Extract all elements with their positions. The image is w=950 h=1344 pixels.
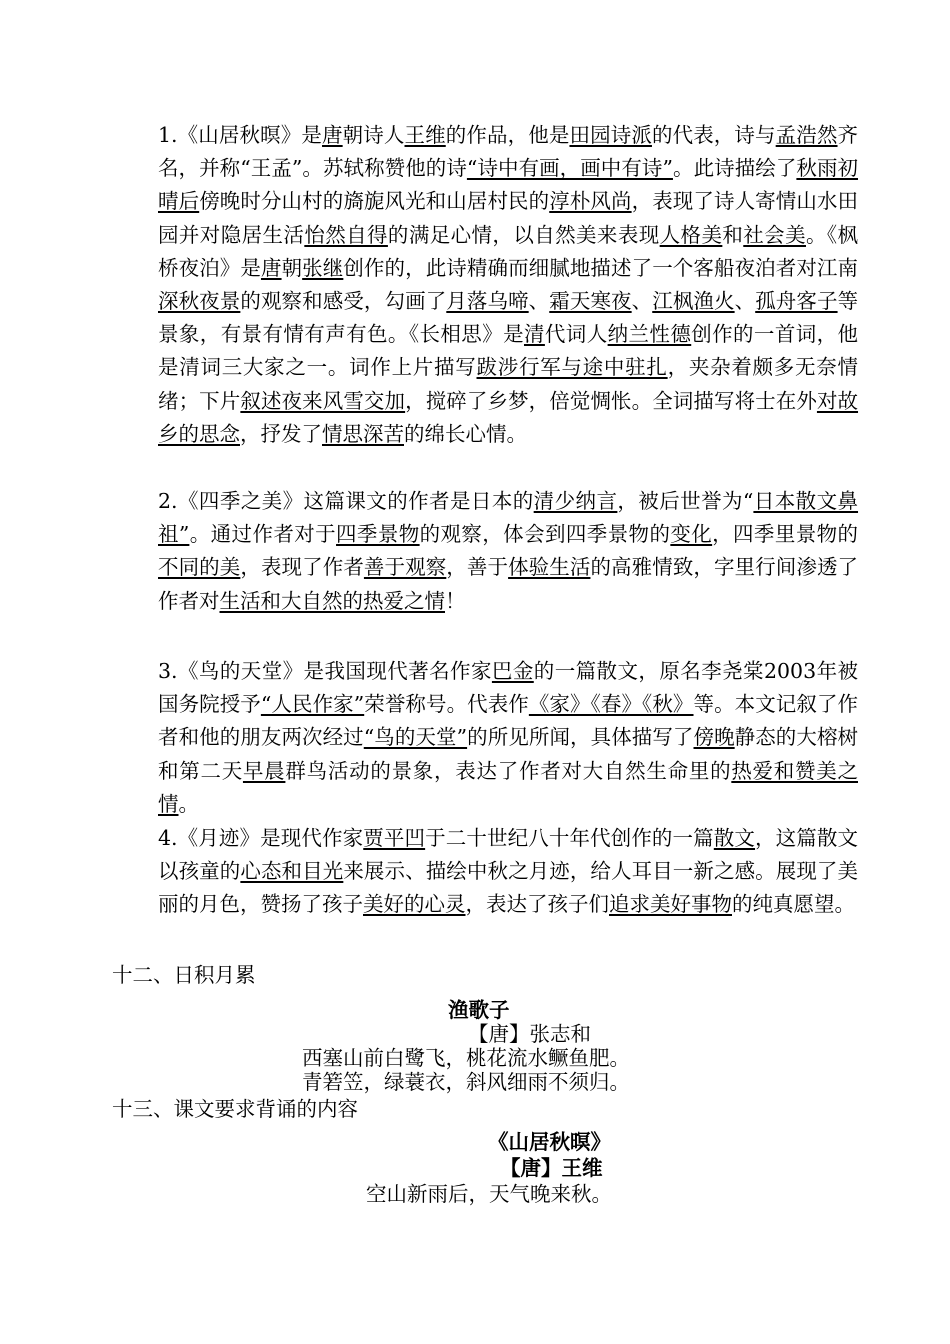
underlined-text: 江枫渔火 xyxy=(652,289,735,314)
text-run: 的观察和感受，勾画了 xyxy=(240,289,447,314)
text-run: 齐名，并称“王孟”。苏轼称赞他的诗 xyxy=(158,123,859,181)
underlined-text: 王维 xyxy=(404,123,446,147)
underlined-text: “诗中有画，画中有诗” xyxy=(466,156,673,181)
text-run: 。此诗描绘了 xyxy=(672,156,797,181)
text-run: 、 xyxy=(631,289,653,314)
text-run: 创作的，此诗精确而细腻地描述了一个客船夜泊者对江南 xyxy=(343,255,859,280)
underlined-text: 《家》《春》《秋》 xyxy=(528,692,694,717)
poem-title-shanju: 《山居秋暝》 xyxy=(488,1130,611,1154)
text-run: 的代表，诗与 xyxy=(651,123,776,147)
poem-author-shanju: 【唐】王维 xyxy=(500,1156,603,1180)
text-run: ，抒发了 xyxy=(240,421,322,446)
text-run: 傍晚时分山村的旖旎风光和山居村民的 xyxy=(199,189,550,214)
poem-line-shanju-1: 空山新雨后，天气晚来秋。 xyxy=(366,1182,612,1206)
text-run: 3.《鸟的天堂》是我国现代著名作家 xyxy=(158,659,492,683)
text-run: ，被后世誉为“ xyxy=(617,489,754,513)
text-run: 等景象，有景有情有声有色。《长相思》是 xyxy=(158,289,859,347)
text-run: 于二十世纪八十年代创作的一篇 xyxy=(425,826,714,850)
text-run: 、 xyxy=(528,289,550,314)
poem-line-2: 青箬笠，绿蓑衣，斜风细雨不须归。 xyxy=(302,1070,630,1094)
text-run: 的满足心情，以自然美来表现 xyxy=(387,222,660,247)
underlined-text: 体验生活 xyxy=(508,555,591,580)
underlined-text: 月落乌啼 xyxy=(446,289,529,314)
text-run: 的高雅情致，字里行间渗透了作者对 xyxy=(158,555,859,613)
text-run: 静态的大榕树和第二天 xyxy=(158,725,859,783)
underlined-text: 唐 xyxy=(322,123,343,147)
text-run: 。《枫桥夜泊》是 xyxy=(158,222,859,280)
text-run: 代词人 xyxy=(544,322,608,347)
underlined-text: 变化 xyxy=(670,522,713,547)
underlined-text: 跋涉行军与途中驻扎 xyxy=(476,355,668,380)
text-run: 等。本文记叙了作者和他的朋友两次经过 xyxy=(158,692,859,750)
text-run: ！ xyxy=(445,588,466,613)
text-run: 1.《山居秋暝》是 xyxy=(158,123,323,147)
underlined-text: 不同的美 xyxy=(158,555,241,580)
text-run: ，四季里景物的 xyxy=(712,522,859,547)
text-run: 荣誉称号。代表作 xyxy=(364,692,529,717)
text-run: 。通过作者对于 xyxy=(189,522,337,547)
underlined-text: 社会美 xyxy=(743,222,806,247)
underlined-text: 孟浩然 xyxy=(775,123,838,147)
underlined-text: 巴金 xyxy=(491,659,534,683)
underlined-text: 秋雨初晴后 xyxy=(158,156,859,214)
poem-line-1: 西塞山前白鹭飞，桃花流水鳜鱼肥。 xyxy=(302,1046,630,1070)
paragraph-4 xyxy=(158,822,858,922)
section-13-heading: 十三、课文要求背诵的内容 xyxy=(112,1097,358,1121)
text-run: ，夹杂着颇多无奈情绪；下片 xyxy=(158,355,858,413)
text-run: ，搅碎了乡梦，倍觉惆怅。全词描写将士在外 xyxy=(405,388,817,413)
paragraph-2 xyxy=(158,485,858,618)
underlined-text: “鸟的天堂” xyxy=(363,725,468,750)
paragraph-3 xyxy=(158,655,858,821)
underlined-text: 散文 xyxy=(713,826,756,850)
text-run: 2.《四季之美》这篇课文的作者是日本的 xyxy=(158,489,534,513)
underlined-text: 叙述夜来风雪交加 xyxy=(240,388,406,413)
underlined-text: 生活和大自然的热爱之情 xyxy=(219,588,445,613)
underlined-text: 日本散文鼻祖” xyxy=(158,489,859,547)
text-run: 的作品，他是 xyxy=(445,123,570,147)
text-run: ，表达了孩子们 xyxy=(465,892,609,917)
underlined-text: 善于观察 xyxy=(363,555,447,580)
text-run: ，表现了诗人寄情山水田园并对隐居生活 xyxy=(158,189,859,247)
underlined-text: 清少纳言 xyxy=(533,489,618,513)
text-run: ，善于 xyxy=(446,555,509,580)
poem-author-yugezi: 【唐】张志和 xyxy=(468,1022,591,1046)
text-run: ，表现了作者 xyxy=(240,555,364,580)
underlined-text: 追求美好事物 xyxy=(609,892,732,917)
text-run: 朝 xyxy=(281,255,303,280)
text-run: ，这篇散文以孩童的 xyxy=(158,826,859,884)
underlined-text: 唐 xyxy=(260,255,282,280)
text-run: 来展示、描绘中秋之月迹，给人耳目一新之感。展现了美丽的月色，赞扬了孩子 xyxy=(158,859,859,917)
text-run: 4.《月迹》是现代作家 xyxy=(158,826,364,850)
underlined-text: 怡然自得 xyxy=(304,222,388,247)
underlined-text: 美好的心灵 xyxy=(363,892,466,917)
underlined-text: 对故乡的思念 xyxy=(158,388,859,446)
underlined-text: 贾平凹 xyxy=(363,826,426,850)
text-run: 、 xyxy=(734,289,756,314)
underlined-text: 霜天寒夜 xyxy=(549,289,632,314)
underlined-text: “人民作家” xyxy=(260,692,365,717)
text-run: 的一篇散文，原名李尧棠2003年被国务院授予 xyxy=(158,659,858,717)
paragraph-1 xyxy=(158,119,858,451)
text-run: 和 xyxy=(722,222,744,247)
poem-title-yugezi: 渔歌子 xyxy=(448,998,510,1022)
underlined-text: 深秋夜景 xyxy=(158,289,241,314)
underlined-text: 清 xyxy=(523,322,545,347)
text-run: 。 xyxy=(178,791,199,816)
text-run: 朝诗人 xyxy=(342,123,405,147)
text-run: 的绵长心情。 xyxy=(404,421,527,446)
underlined-text: 热爱和赞美之情 xyxy=(158,758,858,816)
text-run: 的观察，体会到四季景物的 xyxy=(419,522,671,547)
text-run: 的纯真愿望。 xyxy=(732,892,855,917)
text-run: 群鸟活动的景象，表达了作者对大自然生命里的 xyxy=(285,758,732,783)
underlined-text: 情思深苦 xyxy=(322,421,404,446)
underlined-text: 纳兰性德 xyxy=(607,322,692,347)
underlined-text: 四季景物 xyxy=(336,522,420,547)
text-run: 的所见所闻，具体描写了 xyxy=(467,725,694,750)
underlined-text: 心态和目光 xyxy=(240,859,344,884)
underlined-text: 张继 xyxy=(302,255,344,280)
underlined-text: 早晨 xyxy=(242,758,286,783)
underlined-text: 孤舟客子 xyxy=(755,289,838,314)
section-12-heading: 十二、日积月累 xyxy=(112,963,256,987)
underlined-text: 淳朴风尚 xyxy=(549,189,632,214)
text-run: 创作的一首词，他是清词三大家之一。词作上片描写 xyxy=(158,322,859,380)
underlined-text: 傍晚 xyxy=(693,725,735,750)
underlined-text: 人格美 xyxy=(659,222,723,247)
underlined-text: 田园诗派 xyxy=(569,123,652,147)
